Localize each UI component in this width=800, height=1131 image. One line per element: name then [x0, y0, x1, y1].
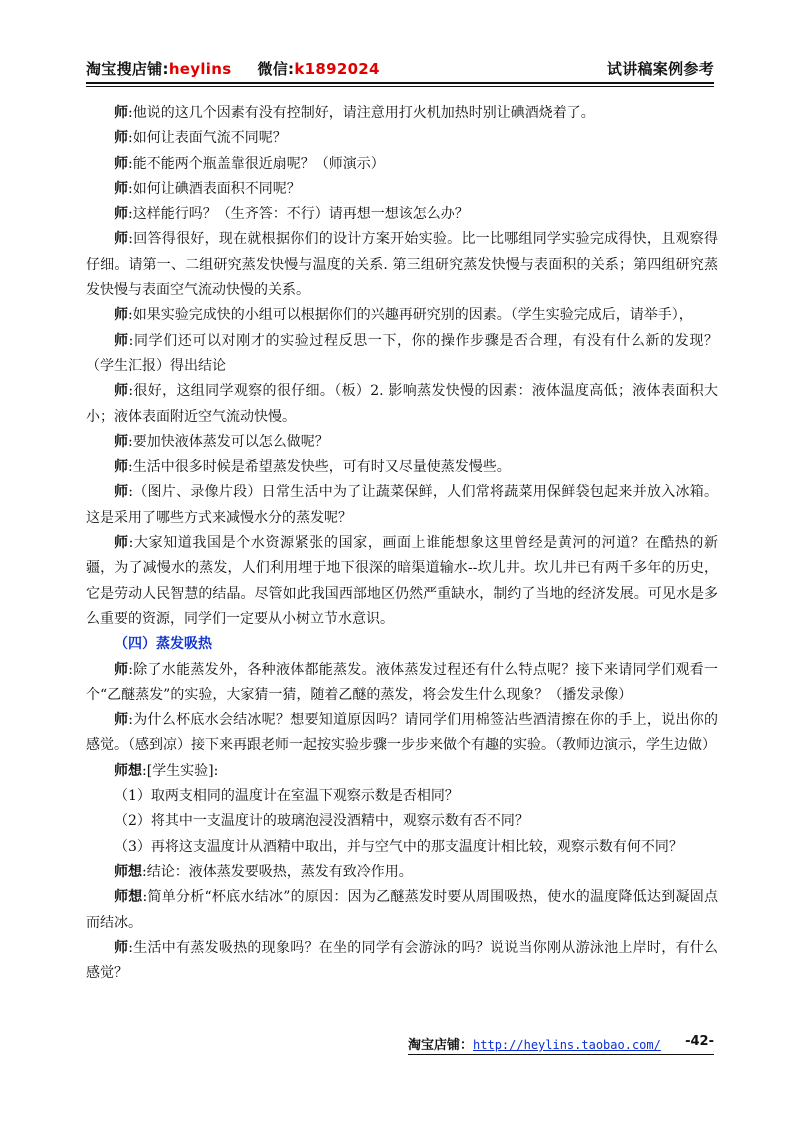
experiment-step: （2）将其中一支温度计的玻璃泡浸没酒精中，观察示数有否不同？	[114, 813, 529, 830]
dialogue-block-2	[86, 658, 718, 784]
speaker-label: 师	[114, 535, 129, 552]
footer-label: 淘宝店铺：	[408, 1038, 474, 1053]
experiment-steps	[86, 784, 718, 860]
paragraph-text: :如果实验完成快的小组可以根据你们的兴趣再研究别的因素。（学生实验完成后，请举手），	[128, 307, 693, 324]
speaker-label: 师	[114, 206, 128, 223]
speaker-label: 师	[114, 105, 128, 121]
speaker-label: 师	[114, 332, 129, 349]
paragraph-text: :生活中很多时候是希望蒸发快些，可有时又尽量使蒸发慢些。	[128, 459, 511, 476]
footer-rule	[408, 1054, 714, 1055]
paragraph-text: :同学们还可以对刚才的实验过程反思一下，你的操作步骤是否合理，有没有什么新的发现？（学生汇报）得出结论	[86, 332, 719, 374]
speaker-label: 师	[114, 712, 129, 729]
page-header	[86, 52, 714, 80]
header-shop-name: heylins	[168, 60, 232, 78]
dialogue-block-3	[86, 860, 718, 986]
paragraph-text: :生活中有蒸发吸热的现象吗？在坐的同学有会游泳的吗？说说当你刚从游泳池上岸时，有什么感觉？	[86, 939, 719, 982]
dialogue-paragraph	[86, 531, 718, 632]
paragraph-text: :这样能行吗？（生齐答：不行）请再想一想该怎么办？	[128, 206, 469, 223]
speaker-label: 师	[114, 155, 128, 172]
paragraph-text: :他说的这几个因素有没有控制好，请注意用打火机加热时别让碘酒烧着了。	[128, 105, 595, 121]
speaker-label: 师	[114, 180, 128, 197]
speaker-label: 师	[114, 383, 129, 400]
dialogue-paragraph	[86, 152, 718, 177]
speaker-label: 师	[114, 661, 129, 678]
page-number: -42-	[685, 1034, 714, 1049]
dialogue-paragraph	[86, 936, 718, 987]
header-rule-thin	[86, 86, 714, 87]
paragraph-text: :要加快液体蒸发可以怎么做呢？	[128, 433, 329, 450]
speaker-label: 师想	[114, 889, 143, 906]
speaker-label: 师	[114, 130, 128, 147]
paragraph-text: :（图片、录像片段）日常生活中为了让蔬菜保鲜，人们常将蔬菜用保鲜袋包起来并放入冰箱。这是采用了哪些方式来减慢水分的蒸发呢？	[86, 484, 719, 526]
speaker-label: 师	[114, 307, 128, 324]
paragraph-text: :如何让表面气流不同呢？	[128, 130, 287, 147]
paragraph-text: :为什么杯底水会结冰呢？想要知道原因吗？请同学们用棉签沾些酒清擦在你的手上，说出你的感觉。（感到凉）接下来再跟老师一起按实验步骤一步步来做个有趣的实验。（教师边演示，学生边做）	[86, 712, 719, 754]
dialogue-paragraph	[86, 303, 718, 328]
speaker-label: 师想	[114, 762, 142, 779]
speaker-label: 师	[114, 459, 128, 476]
header-shop-label: 淘宝搜店铺:	[86, 60, 169, 78]
header-wechat-id: k1892024	[294, 60, 380, 78]
dialogue-paragraph	[86, 329, 718, 380]
footer-shop-link[interactable]: http://heylins.taobao.com/	[473, 1038, 661, 1052]
dialogue-paragraph	[86, 885, 718, 936]
header-wechat-label: 微信:	[257, 60, 295, 78]
paragraph-text: :[学生实验]:	[142, 762, 219, 779]
page-footer	[408, 1034, 714, 1056]
experiment-step: （3）再将这支温度计从酒精中取出，并与空气中的那支温度计相比较，观察示数有何不同？	[114, 838, 683, 855]
dialogue-paragraph	[86, 227, 718, 303]
dialogue-block-1	[86, 101, 718, 632]
paragraph-text: :能不能两个瓶盖靠很近扇呢？（师演示）	[128, 155, 385, 172]
paragraph-text: :如何让碘酒表面积不同呢？	[128, 180, 301, 197]
dialogue-paragraph	[86, 759, 718, 784]
dialogue-paragraph	[86, 480, 718, 531]
paragraph-text: :结论：液体蒸发要吸热，蒸发有致冷作用。	[142, 863, 413, 880]
dialogue-paragraph	[86, 860, 718, 885]
dialogue-paragraph	[86, 658, 718, 709]
speaker-label: 师	[114, 939, 129, 956]
experiment-step: （1）取两支相同的温度计在室温下观察示数是否相同？	[114, 788, 459, 805]
speaker-label: 师	[114, 231, 129, 248]
dialogue-paragraph	[86, 430, 718, 455]
speaker-label: 师	[114, 484, 129, 501]
header-doc-type: 试讲稿案例参考	[606, 60, 714, 78]
dialogue-paragraph	[86, 455, 718, 480]
dialogue-paragraph	[86, 177, 718, 202]
paragraph-text: :大家知道我国是个水资源紧张的国家，画面上谁能想象这里曾经是黄河的河道？在酷热的新疆，为了减慢水的蒸发，人们利用埋于地下很深的暗渠道输水--坎儿井。坎儿井已有两千多年的历史，它是劳动人民智慧的结晶。尽管如此我国西部地区仍然严重缺水，制约了当地的经济发展。可见水是多么重要的资源，同学们一定要从小树立节水意识。	[86, 535, 719, 627]
dialogue-paragraph	[86, 708, 718, 759]
paragraph-text: :很好，这组同学观察的很仔细。（板）2. 影响蒸发快慢的因素：液体温度高低；液体表面积大小；液体表面附近空气流动快慢。	[86, 383, 719, 425]
paragraph-text: :除了水能蒸发外，各种液体都能蒸发。液体蒸发过程还有什么特点呢？接下来请同学们观看一个“乙醚蒸发”的实验，大家猜一猜，随着乙醚的蒸发，将会发生什么现象？（播发录像）	[86, 661, 719, 703]
dialogue-paragraph	[86, 379, 718, 430]
header-rule-thick	[86, 82, 714, 84]
dialogue-paragraph	[86, 101, 718, 126]
section-title: （四）蒸发吸热	[114, 636, 212, 653]
speaker-label: 师	[114, 433, 128, 450]
dialogue-paragraph	[86, 202, 718, 227]
paragraph-text: :回答得很好，现在就根据你们的设计方案开始实验。比一比哪组同学实验完成得快，且观察得仔细。请第一、二组研究蒸发快慢与温度的关系. 第三组研究蒸发快慢与表面积的关系；第四组研究蒸发快慢与表面空气流动快慢的关系。	[86, 231, 719, 299]
speaker-label: 师想	[114, 863, 142, 880]
header-shop-info	[86, 58, 380, 79]
paragraph-text: :简单分析“杯底水结冰”的原因：因为乙醚蒸发时要从周围吸热，使水的温度降低达到凝固点而结冰。	[86, 889, 719, 931]
document-body	[86, 101, 718, 986]
dialogue-paragraph	[86, 126, 718, 151]
